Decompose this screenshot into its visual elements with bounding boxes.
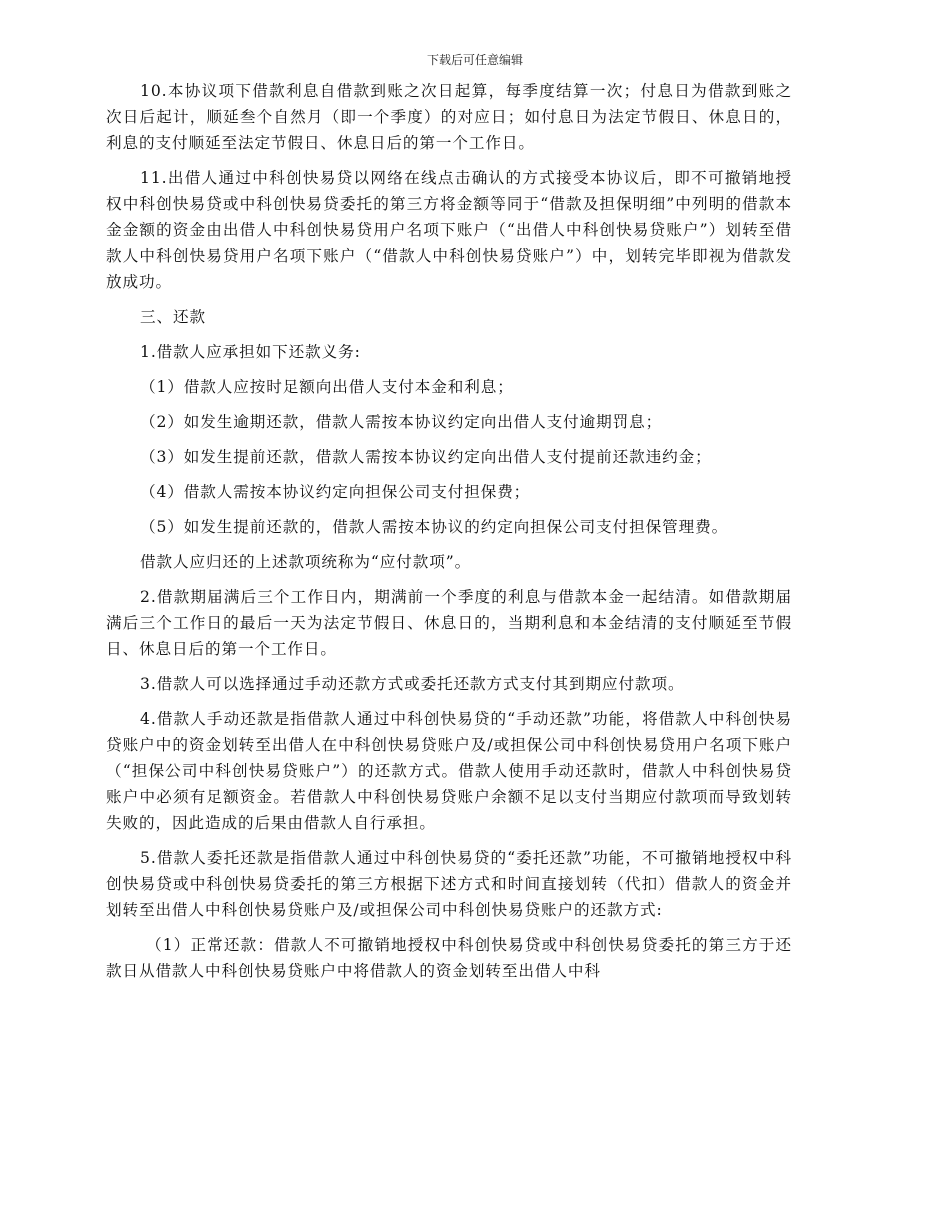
obligation-item-2: （2）如发生逾期还款，借款人需按本协议约定向出借人支付逾期罚息； (140, 413, 663, 431)
obligation-item-5: （5）如发生提前还款的，借款人需按本协议的约定向担保公司支付担保管理费。 (140, 518, 729, 536)
clause-10-interest: 10.本协议项下借款利息自借款到账之次日起算，每季度结算一次；付息日为借款到账之次日后起计，顺延叁个自然月（即一个季度）的对应日；如付息日为法定节假日、休息日的，利息的支付顺延至法定节假日、休息日后的第一个工作日。 (106, 82, 792, 152)
document-body (106, 78, 792, 993)
clause-4-manual-repayment: 4.借款人手动还款是指借款人通过中科创快易贷的“手动还款”功能，将借款人中科创快易贷账户中的资金划转至出借人在中科创快易贷账户及/或担保公司中科创快易贷用户名项下账户（“担保公司中科创快易贷账户”）的还款方式。借款人使用手动还款时，借款人中科创快易贷账户中必须有足额资金。若借款人中科创快易贷账户余额不足以支付当期应付款项而导致划转失败的，因此造成的后果由借款人自行承担。 (106, 710, 792, 832)
section-heading-repayment: 三、还款 (140, 308, 206, 326)
repayment-obligations-intro: 1.借款人应承担如下还款义务: (140, 343, 361, 361)
obligation-item-1: （1）借款人应按时足额向出借人支付本金和利息； (140, 378, 514, 396)
clause-3-methods: 3.借款人可以选择通过手动还款方式或委托还款方式支付其到期应付款项。 (140, 675, 685, 693)
page-header: 下载后可任意编辑 (426, 53, 523, 67)
clause-5-entrusted-repayment: 5.借款人委托还款是指借款人通过中科创快易贷的“委托还款”功能，不可撤销地授权中科创快易贷或中科创快易贷委托的第三方根据下述方式和时间直接划转（代扣）借款人的资金并划转至出借人中科创快易贷账户及/或担保公司中科创快易贷账户的还款方式: (106, 849, 792, 919)
clause-2-maturity: 2.借款期届满后三个工作日内，期满前一个季度的利息与借款本金一起结清。如借款期届满后三个工作日的最后一天为法定节假日、休息日的，当期利息和本金结清的支付顺延至节假日、休息日后的第一个工作日。 (106, 588, 792, 658)
payable-definition: 借款人应归还的上述款项统称为“应付款项”。 (140, 553, 472, 571)
entrusted-item-1-normal: （1）正常还款：借款人不可撤销地授权中科创快易贷或中科创快易贷委托的第三方于还款日从借款人中科创快易贷账户中将借款人的资金划转至出借人中科 (106, 936, 792, 980)
obligation-item-4: （4）借款人需按本协议约定向担保公司支付担保费； (140, 483, 531, 501)
obligation-item-3: （3）如发生提前还款，借款人需按本协议约定向出借人支付提前还款违约金； (140, 448, 712, 466)
clause-11-disbursement: 11.出借人通过中科创快易贷以网络在线点击确认的方式接受本协议后，即不可撤销地授权中科创快易贷或中科创快易贷委托的第三方将金额等同于“借款及担保明细”中列明的借款本金金额的资金由出借人中科创快易贷用户名项下账户（“出借人中科创快易贷账户”）划转至借款人中科创快易贷用户名项下账户（“借款人中科创快易贷账户”）中，划转完毕即视为借款发放成功。 (106, 169, 792, 291)
